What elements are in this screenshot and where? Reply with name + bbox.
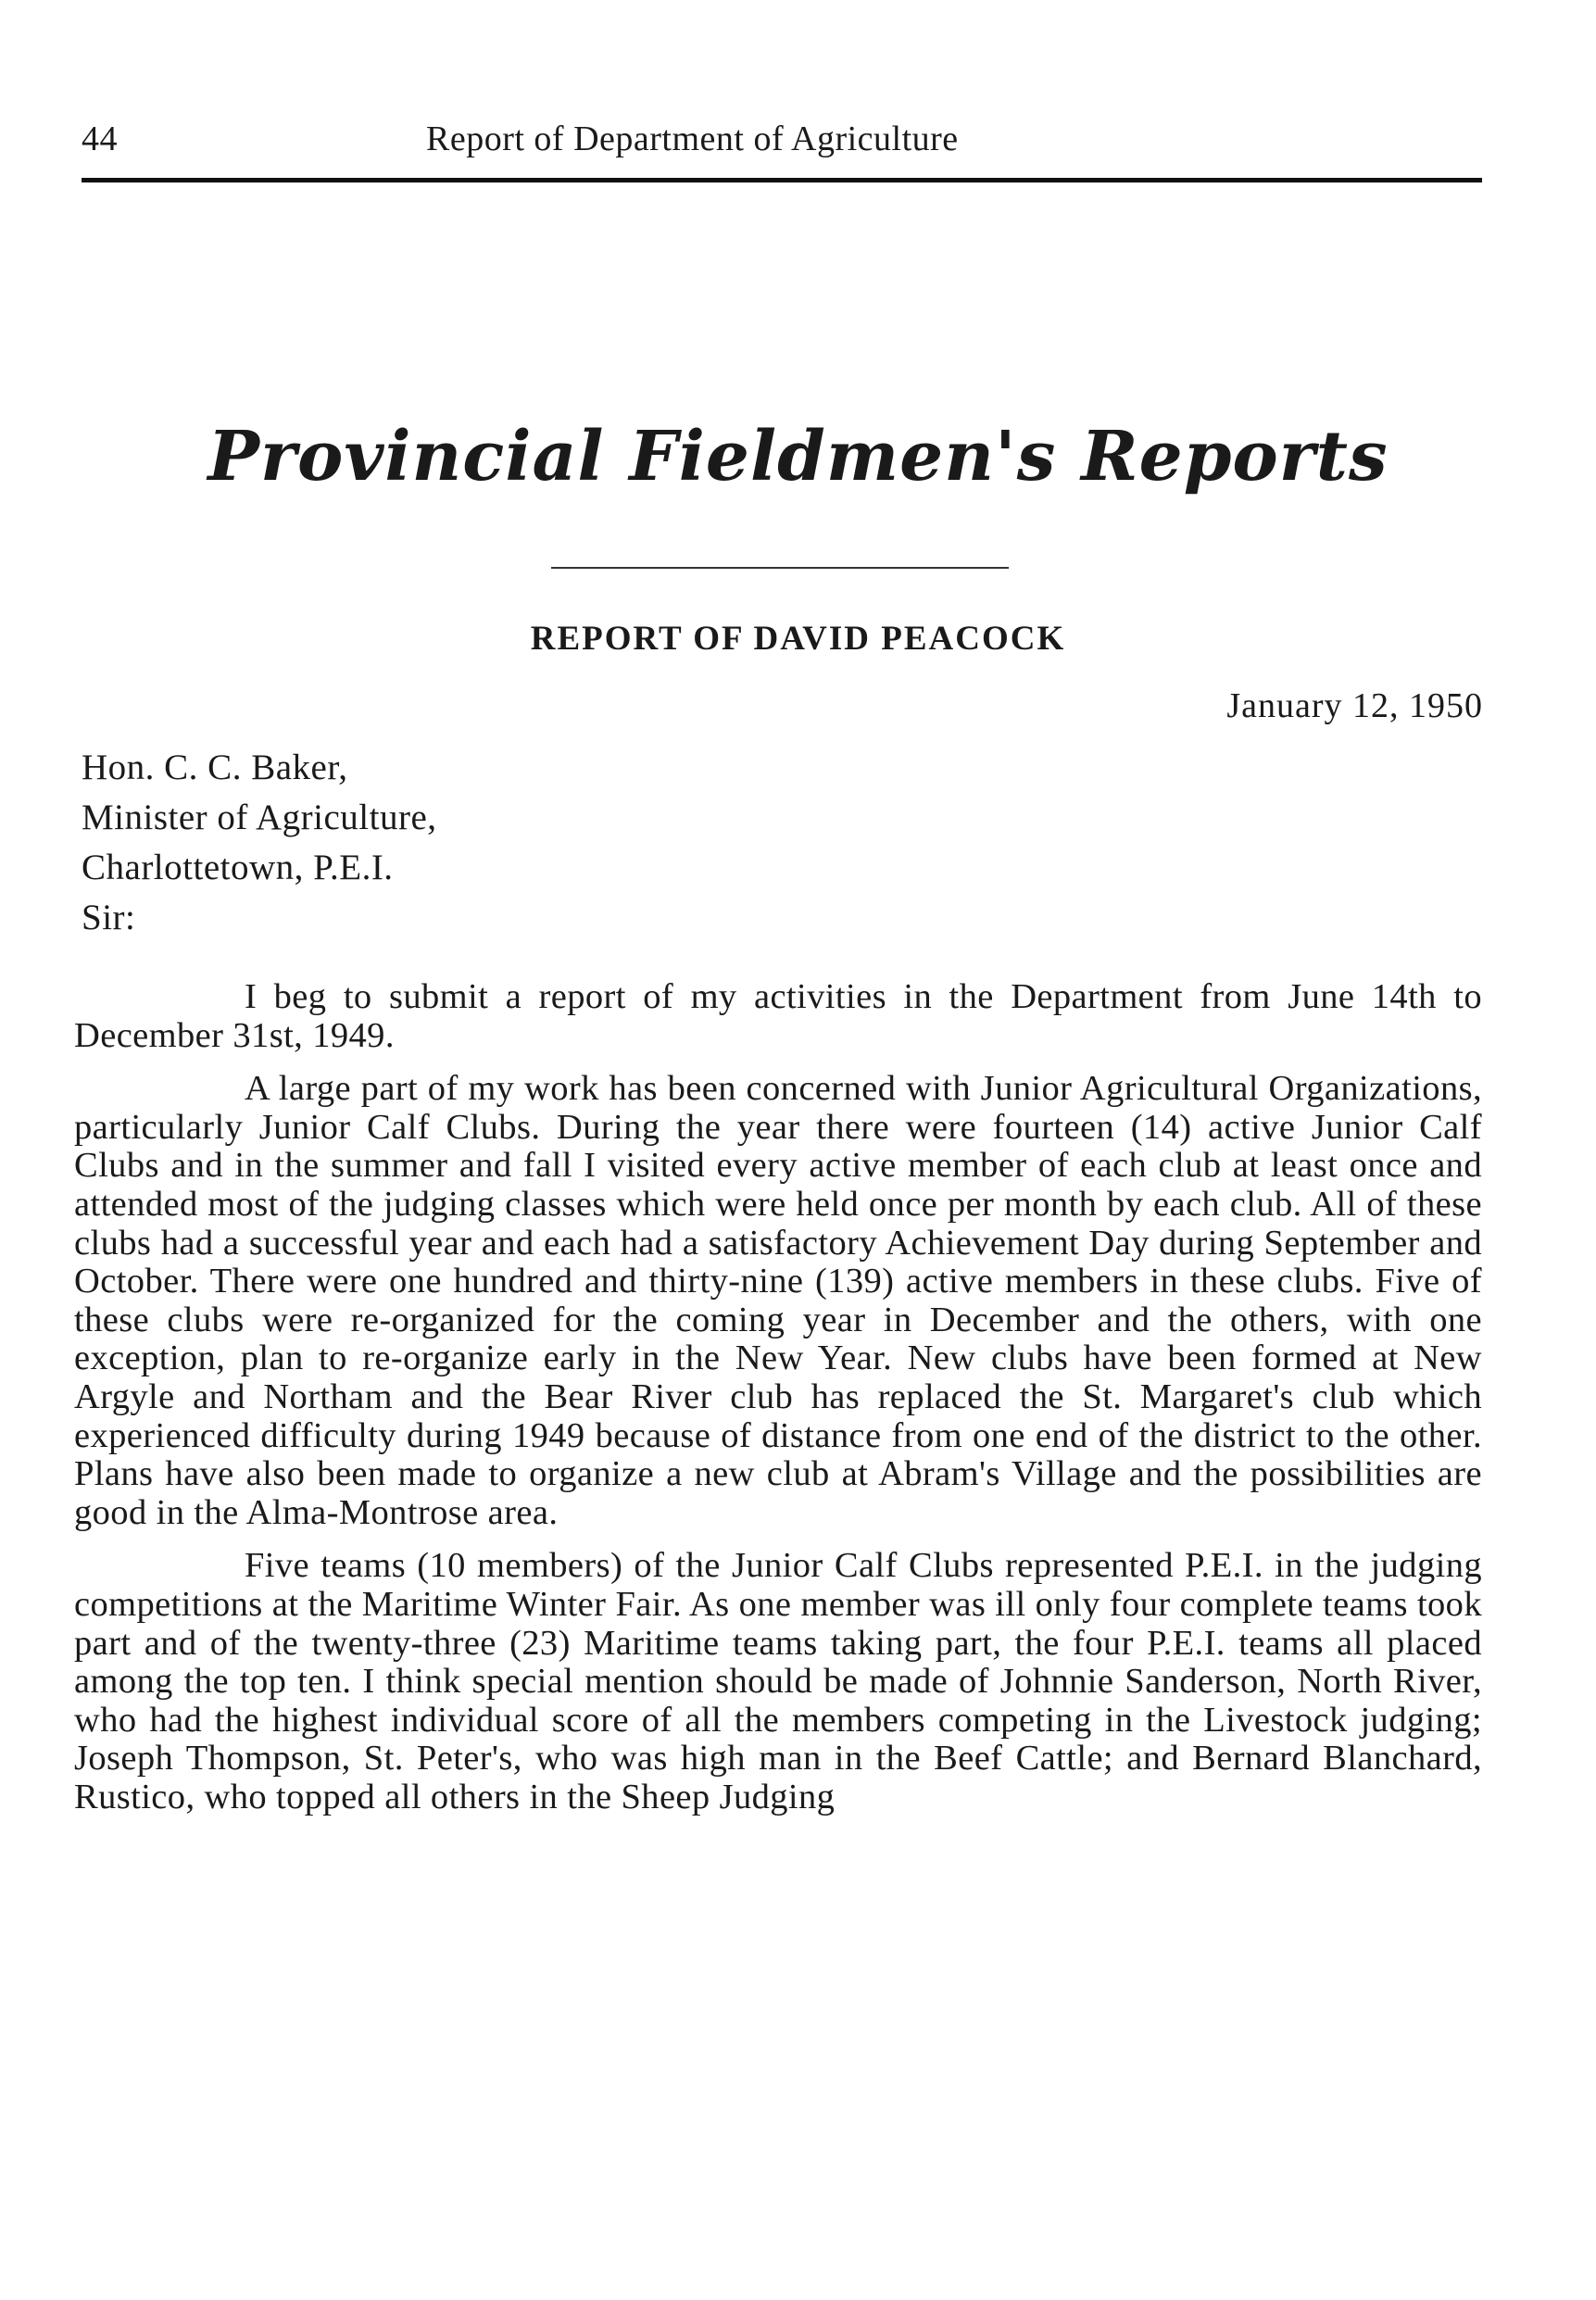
report-body	[74, 978, 1482, 1831]
addressee-location: Charlottetown, P.E.I.	[82, 848, 394, 887]
section-title: Provincial Fieldmen's Reports	[207, 417, 1389, 496]
addressee-name: Hon. C. C. Baker,	[82, 748, 348, 787]
title-divider	[551, 567, 1009, 569]
letter-date: January 12, 1950	[1226, 686, 1483, 725]
page-number: 44	[82, 119, 118, 158]
page-header	[82, 119, 1480, 174]
salutation: Sir:	[82, 898, 136, 937]
report-subtitle: REPORT OF DAVID PEACOCK	[530, 620, 1066, 658]
body-paragraph: I beg to submit a report of my activities in the Department from June 14th to December 31st, 1949.	[74, 977, 1482, 1055]
addressee-block	[82, 743, 437, 943]
running-head: Report of Department of Agriculture	[426, 119, 959, 158]
header-rule	[82, 178, 1482, 182]
addressee-title: Minister of Agriculture,	[82, 798, 437, 837]
body-paragraph: Five teams (10 members) of the Junior Calf Clubs represented P.E.I. in the judging competitions at the Maritime Winter Fair. As one member was ill only four complete teams took part and of the twenty-three (23) Maritime teams taking part, the four P.E.I. teams all placed among the top ten. I think special mention should be made of Johnnie Sanderson, North River, who had the highest individual score of all the members competing in the Livestock judging; Joseph Thompson, St. Peter's, who was high man in the Beef Cattle; and Bernard Blanchard, Rustico, who topped all others in the Sheep Judging	[74, 1546, 1482, 1816]
body-paragraph: A large part of my work has been concerned with Junior Agricultural Organizations, particularly Junior Calf Clubs. During the year there were fourteen (14) active Junior Calf Clubs and in the summer and fall I visited every active member of each club at least once and attended most of the judging classes which were held once per month by each club. All of these clubs had a successful year and each had a satisfactory Achievement Day during September and October. There were one hundred and thirty-nine (139) active members in these clubs. Five of these clubs were re-organized for the coming year in December and the others, with one exception, plan to re-organize early in the New Year. New clubs have been formed at New Argyle and Northam and the Bear River club has replaced the St. Margaret's club which experienced difficulty during 1949 because of distance from one end of the district to the other. Plans have also been made to organize a new club at Abram's Village and the possibilities are good in the Alma-Montrose area.	[74, 1069, 1482, 1532]
